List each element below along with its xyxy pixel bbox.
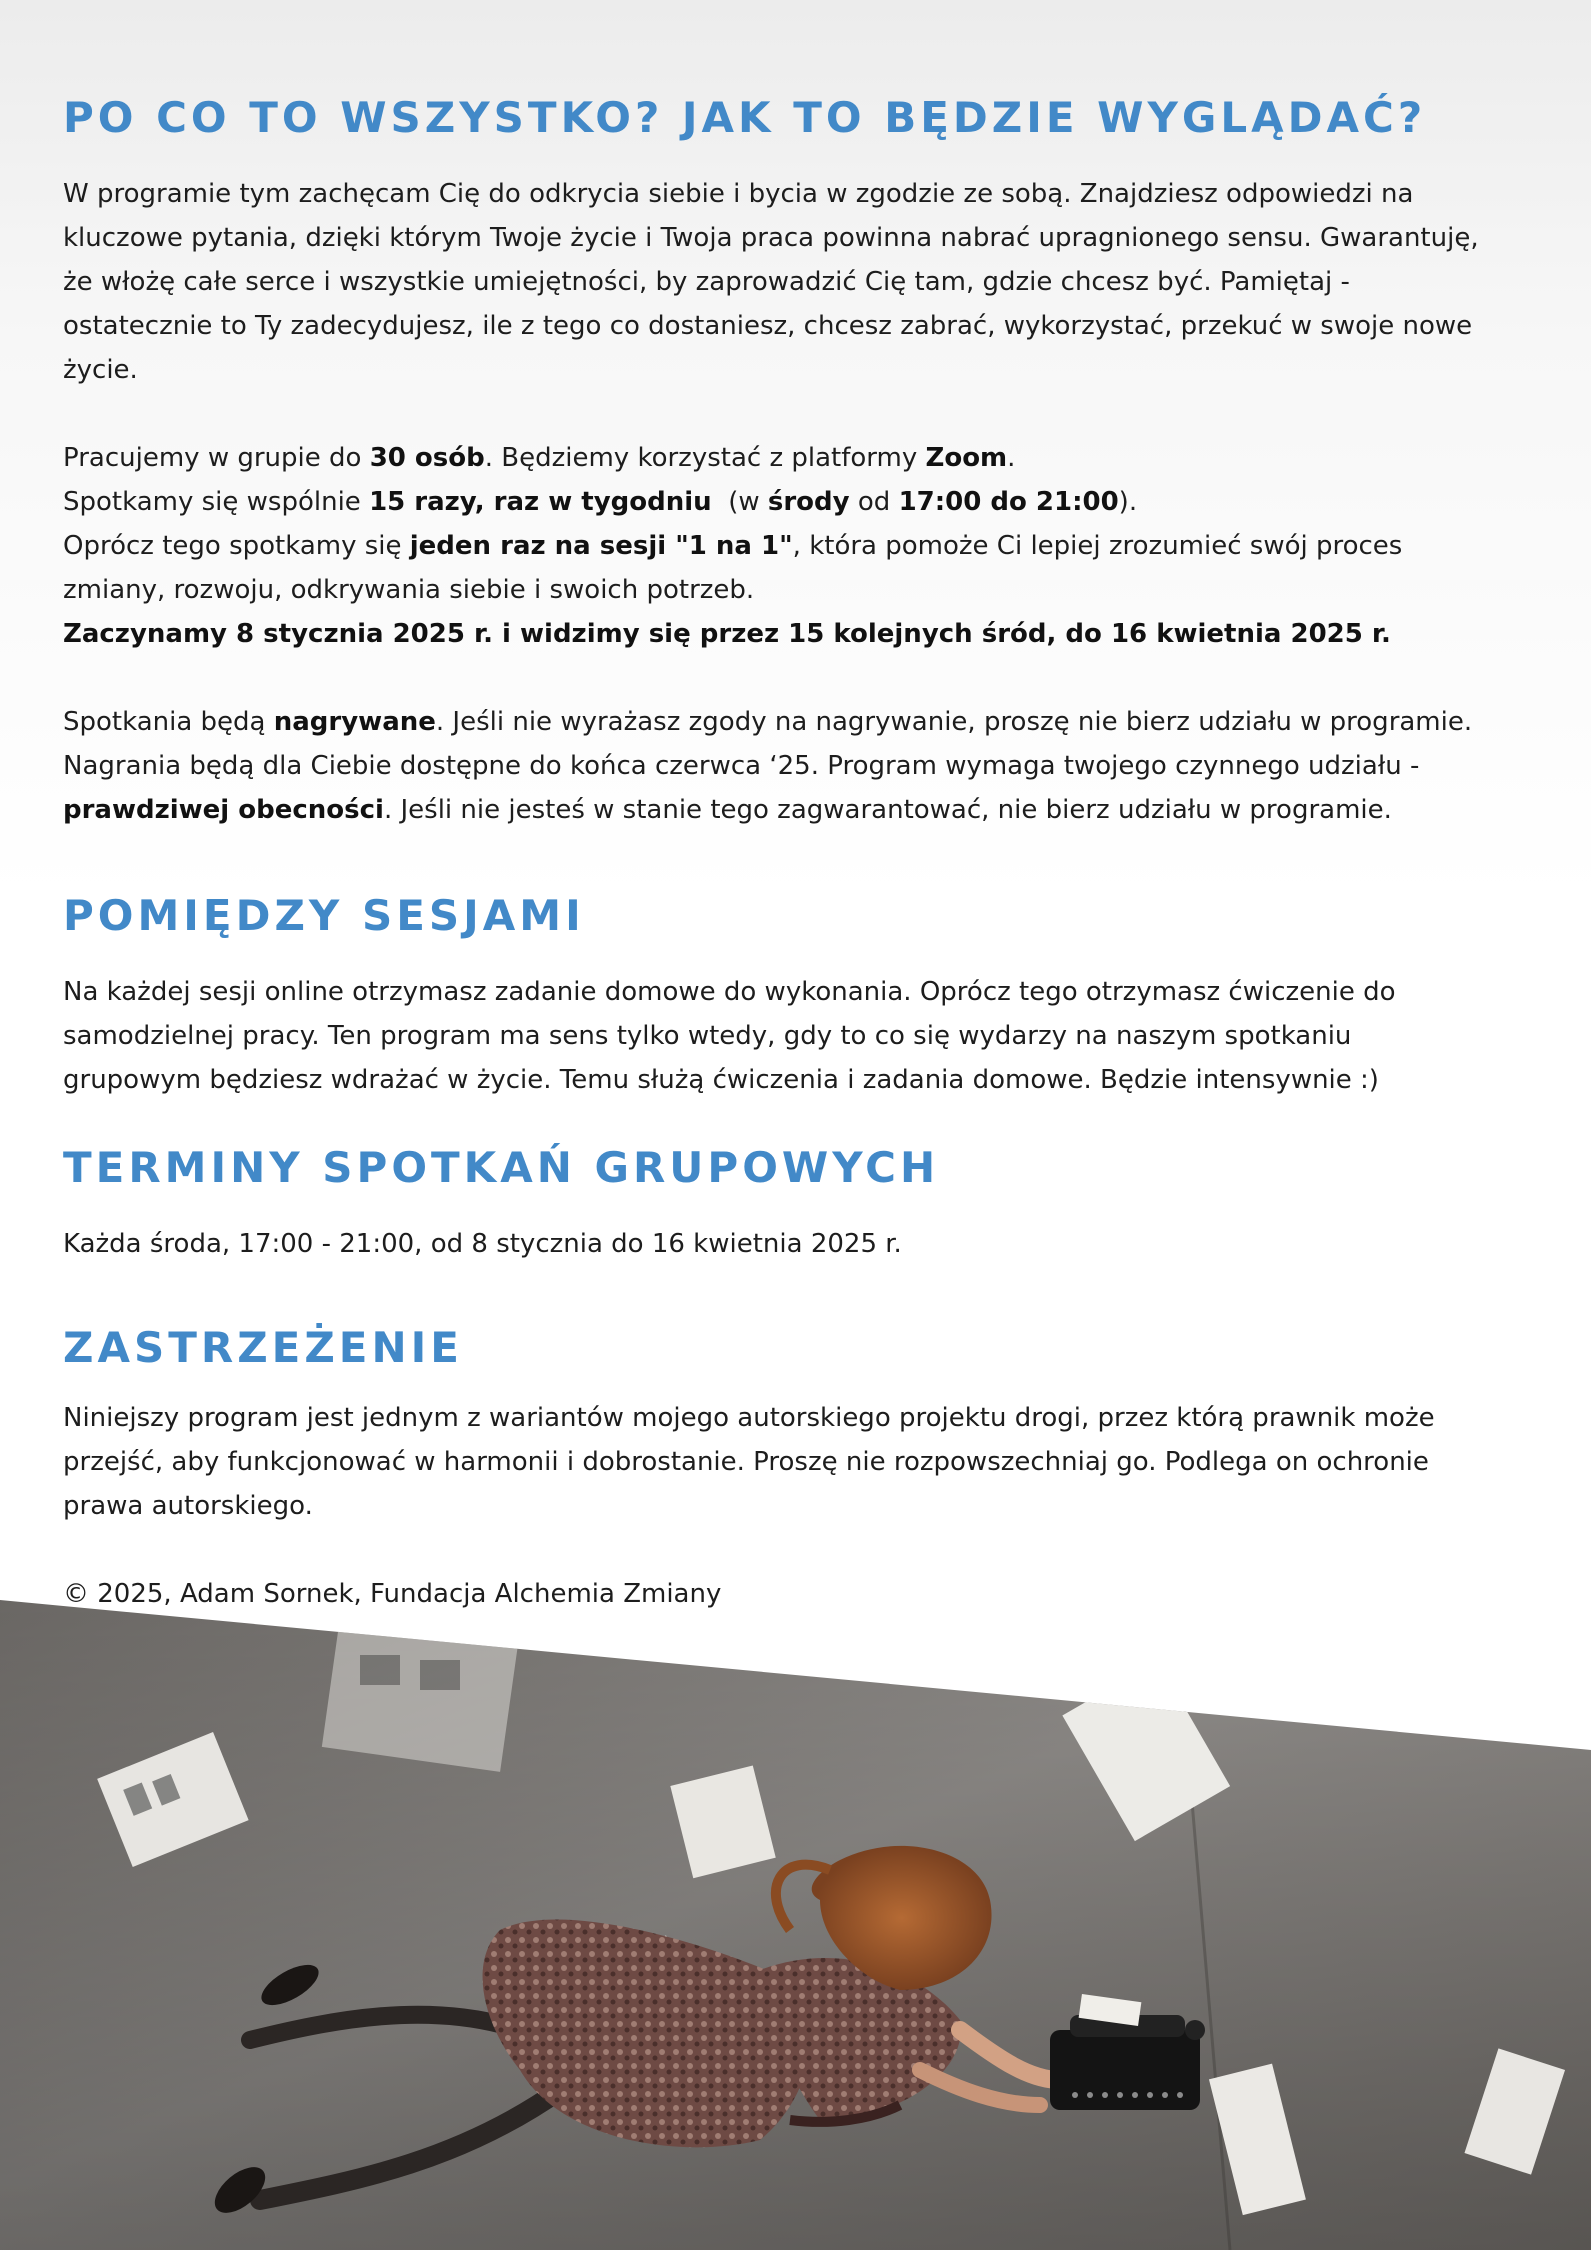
text-run: . Jeśli nie wyrażasz zgody na nagrywanie, proszę nie bierz udziału w programie. Nagrania będą dla Ciebie dostępne do końca czerwca ‘25. Program wymaga twojego czynnego udziału - <box>63 707 1473 781</box>
text-run: (w <box>711 487 768 517</box>
section-title-dates: TERMINY SPOTKAŃ GRUPOWYCH <box>63 1143 940 1192</box>
one-on-one-line <box>63 524 1483 612</box>
text-run: Spotkania będą <box>63 707 274 737</box>
meetings-line <box>63 480 1483 524</box>
group-size-line <box>63 436 1483 480</box>
bold-recorded: nagrywane <box>273 707 436 737</box>
section-title-between: POMIĘDZY SESJAMI <box>63 891 585 940</box>
recording-paragraph <box>63 700 1483 832</box>
between-paragraph: Na każdej sesji online otrzymasz zadanie domowe do wykonania. Oprócz tego otrzymasz ćwiczenie do samodzielnej pracy. Ten program ma sens tylko wtedy, gdy to co się wydarzy na naszym spotkaniu grupowym będziesz wdrażać w życie. Temu służą ćwiczenia i zadania domowe. Będzie intensywnie :) <box>63 977 1396 1095</box>
woman-typewriter-illustration <box>0 1600 1591 2250</box>
section-title-intro: PO CO TO WSZYSTKO? JAK TO BĘDZIE WYGLĄDAĆ? <box>63 93 1427 142</box>
spacer <box>63 392 1483 436</box>
bold-session: jeden raz na sesji "1 na 1" <box>409 531 793 561</box>
text-run: . Jeśli nie jesteś w stanie tego zagwarantować, nie bierz udziału w programie. <box>383 795 1392 825</box>
bold-group-size: 30 osób <box>369 443 485 473</box>
text-run: ). <box>1118 487 1138 517</box>
text-run: Spotkamy się wspólnie <box>63 487 370 517</box>
text-run: Oprócz tego spotkamy się <box>63 531 410 561</box>
spacer <box>63 656 1483 700</box>
bold-day: środy <box>767 487 850 517</box>
spacer <box>63 1528 1483 1572</box>
dates-paragraph: Każda środa, 17:00 - 21:00, od 8 stycznia do 16 kwietnia 2025 r. <box>63 1229 902 1259</box>
start-date-line <box>63 612 1483 656</box>
bold-start-date: Zaczynamy 8 stycznia 2025 r. i widzimy się przez 15 kolejnych śród, do 16 kwietnia 2025 r. <box>63 619 1391 649</box>
text-run: , która pomoże Ci lepiej zrozumieć swój proces zmiany, rozwoju, odkrywania siebie i swoich potrzeb. <box>63 531 1403 605</box>
bold-frequency: 15 razy, raz w tygodniu <box>369 487 712 517</box>
text-run: od <box>849 487 899 517</box>
section-title-disclaimer: ZASTRZEŻENIE <box>63 1323 463 1372</box>
copyright-line: © 2025, Adam Sornek, Fundacja Alchemia Zmiany <box>63 1579 722 1609</box>
disclaimer-paragraph: Niniejszy program jest jednym z wariantów mojego autorskiego projektu drogi, przez którą prawnik może przejść, aby funkcjonować w harmonii i dobrostanie. Proszę nie rozpowszechniaj go. Podlega on ochronie prawa autorskiego. <box>63 1403 1435 1521</box>
intro-paragraph: W programie tym zachęcam Cię do odkrycia siebie i bycia w zgodzie ze sobą. Znajdziesz odpowiedzi na kluczowe pytania, dzięki którym Twoje życie i Twoja praca powinna nabrać upragnionego sensu. Gwarantuję, że włożę całe serce i wszystkie umiejętności, by zaprowadzić Cię tam, gdzie chcesz być. Pamiętaj - ostatecznie to Ty zadecydujesz, ile z tego co dostaniesz, chcesz zabrać, wykorzystać, przekuć w swoje nowe życie. <box>63 179 1479 385</box>
hero-photo <box>0 1600 1591 2250</box>
text-run: . Będziemy korzystać z platformy <box>484 443 926 473</box>
text-run: Pracujemy w grupie do <box>63 443 370 473</box>
bold-hours: 17:00 do 21:00 <box>898 487 1119 517</box>
bold-presence: prawdziwej obecności <box>63 795 384 825</box>
text-run: . <box>1007 443 1016 473</box>
document-content <box>63 88 1483 1616</box>
bold-platform: Zoom <box>925 443 1008 473</box>
